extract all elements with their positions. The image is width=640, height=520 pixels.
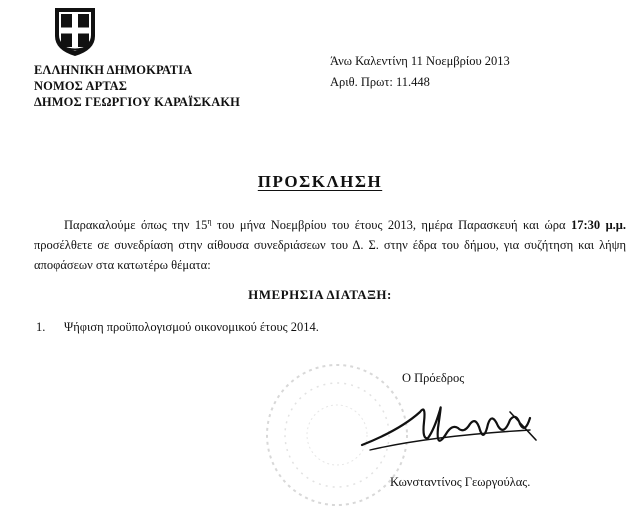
invitation-body <box>34 212 626 275</box>
date-protocol-block <box>330 51 510 93</box>
handwritten-signature <box>360 390 540 462</box>
meeting-time: 17:30 μ.μ. <box>570 218 626 233</box>
document-title: ΠΡΟΣΚΛΗΣΗ <box>257 172 383 191</box>
agenda-item <box>36 320 319 335</box>
signer-role: Ο Πρόεδρος <box>402 371 465 385</box>
issuer-municipality: ΔΗΜΟΣ ΓΕΩΡΓΙΟΥ ΚΑΡΑΪΣΚΑΚΗ <box>34 95 240 109</box>
body-part1: Παρακαλούμε όπως την 15 <box>64 218 208 233</box>
agenda-item-number: 1. <box>36 320 46 334</box>
issuer-country: ΕΛΛΗΝΙΚΗ ΔΗΜΟΚΡΑΤΙΑ <box>34 63 193 77</box>
body-part2: του μήνα Νοεμβρίου του έτους 2013, ημέρα Παρασκευή και ώρα <box>211 218 571 233</box>
agenda-item-text: Ψήφιση προϋπολογισμού οικονομικού έτους 2014. <box>64 320 319 334</box>
body-superscript: η <box>207 217 212 226</box>
signer-name: Κωνσταντίνος Γεωργούλας. <box>390 475 531 489</box>
body-part3: προσέλθετε σε συνεδρίαση στην αίθουσα συνεδριάσεων του Δ. Σ. στην έδρα του δήμου, για συζήτηση και λήψη αποφάσεων στα κατωτέρω θέματα: <box>34 238 626 273</box>
place-date: Άνω Καλεντίνη 11 Νοεμβρίου 2013 <box>330 54 510 68</box>
agenda-title: ΗΜΕΡΗΣΙΑ ΔΙΑΤΑΞΗ: <box>248 287 392 302</box>
greek-coat-of-arms-icon <box>52 6 98 58</box>
protocol-number: Αριθ. Πρωτ: 11.448 <box>330 75 430 89</box>
issuer-header <box>34 62 240 110</box>
issuer-prefecture: ΝΟΜΟΣ ΑΡΤΑΣ <box>34 79 127 93</box>
